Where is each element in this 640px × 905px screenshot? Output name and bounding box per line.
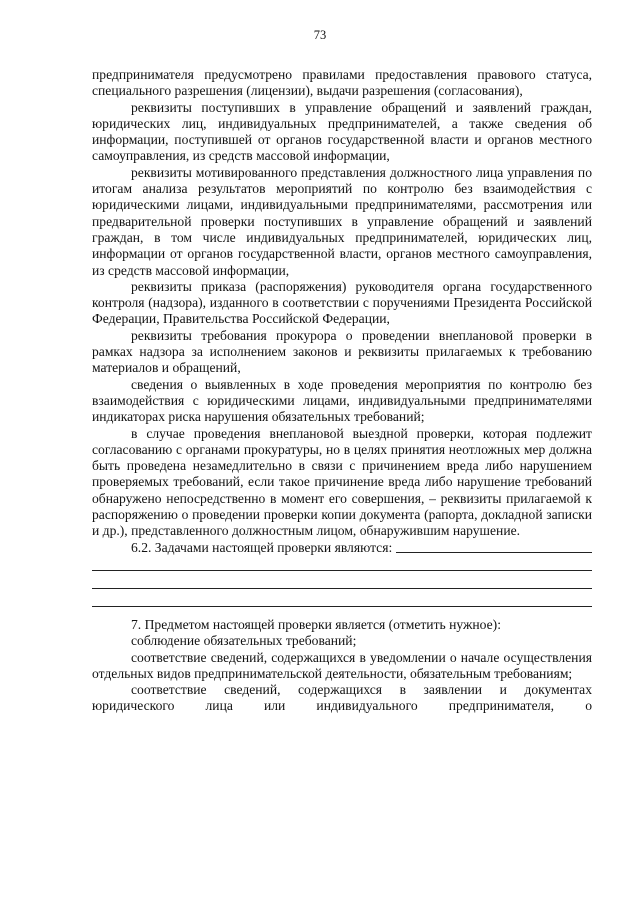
paragraph-5: сведения о выявленных в ходе проведения мероприятия по контролю без взаимодействия с юридическими лицами, индивидуальными предпринимателями индикаторах риска нарушения обязательных требований; bbox=[92, 376, 592, 425]
page-number: 73 bbox=[313, 28, 327, 42]
subject-heading: 7. Предметом настоящей проверки является (отметить нужное): bbox=[131, 616, 501, 632]
paragraph-3: реквизиты приказа (распоряжения) руководителя органа государственного контроля (надзора), изданного в соответствии с поручениями Президента Российской Федерации, Правительства Российской Федерации, bbox=[92, 278, 592, 327]
tasks-blank-lines bbox=[92, 570, 592, 607]
tasks-fill-line[interactable] bbox=[396, 552, 592, 553]
paragraph-4: реквизиты требования прокурора о проведении внеплановой проверки в рамках надзора за исполнением законов и реквизиты прилагаемых к требованию материалов и обращений, bbox=[92, 327, 592, 376]
paragraph-0: предпринимателя предусмотрено правилами предоставления правового статуса, специального разрешения (лицензии), выдачи разрешения (согласования), bbox=[92, 67, 592, 99]
tasks-row bbox=[92, 540, 592, 556]
document-body bbox=[92, 67, 592, 715]
subject-item-3: соответствие сведений, содержащихся в заявлении и документах юридического лица или индивидуального предпринимателя, о bbox=[92, 682, 592, 714]
paragraph-6: в случае проведения внеплановой выездной проверки, которая подлежит согласованию с органами прокуратуры, но в целях принятия неотложных мер должна быть проведена незамедлительно в связи с причинением вреда либо нарушением проверяемых требований, если такое причинение вреда либо нарушение требований обнаружено непосредственно в момент его совершения, – реквизиты прилагаемой к распоряжению о проведении проверки копии документа (рапорта, докладной записки и др.), представленного должностным лицом, обнаружившим нарушение. bbox=[92, 425, 592, 539]
blank-line-1[interactable] bbox=[92, 570, 592, 571]
tasks-label: 6.2. Задачами настоящей проверки являются: bbox=[131, 539, 393, 555]
subject-item-1: соблюдение обязательных требований; bbox=[131, 633, 357, 649]
paragraph-1: реквизиты поступивших в управление обращений и заявлений граждан, юридических лиц, индивидуальных предпринимателей, а также сведения об информации, поступившей от органов государственной власти и органов местного самоуправления, из средств массовой информации, bbox=[92, 99, 592, 164]
subject-item-2: соответствие сведений, содержащихся в уведомлении о начале осуществления отдельных видов предпринимательской деятельности, обязательным требованиям; bbox=[92, 649, 592, 681]
blank-line-2[interactable] bbox=[92, 588, 592, 589]
paragraph-2: реквизиты мотивированного представления должностного лица управления по итогам анализа результатов мероприятий по контролю без взаимодействия с юридическими лицами, индивидуальными предпринимателями, рассмотрения или предварительной проверки поступивших в управление обращений и заявлений граждан, в том числе индивидуальных предпринимателей, юридических лиц, информации от органов государственной власти, органов местного самоуправления, из средств массовой информации, bbox=[92, 164, 592, 278]
